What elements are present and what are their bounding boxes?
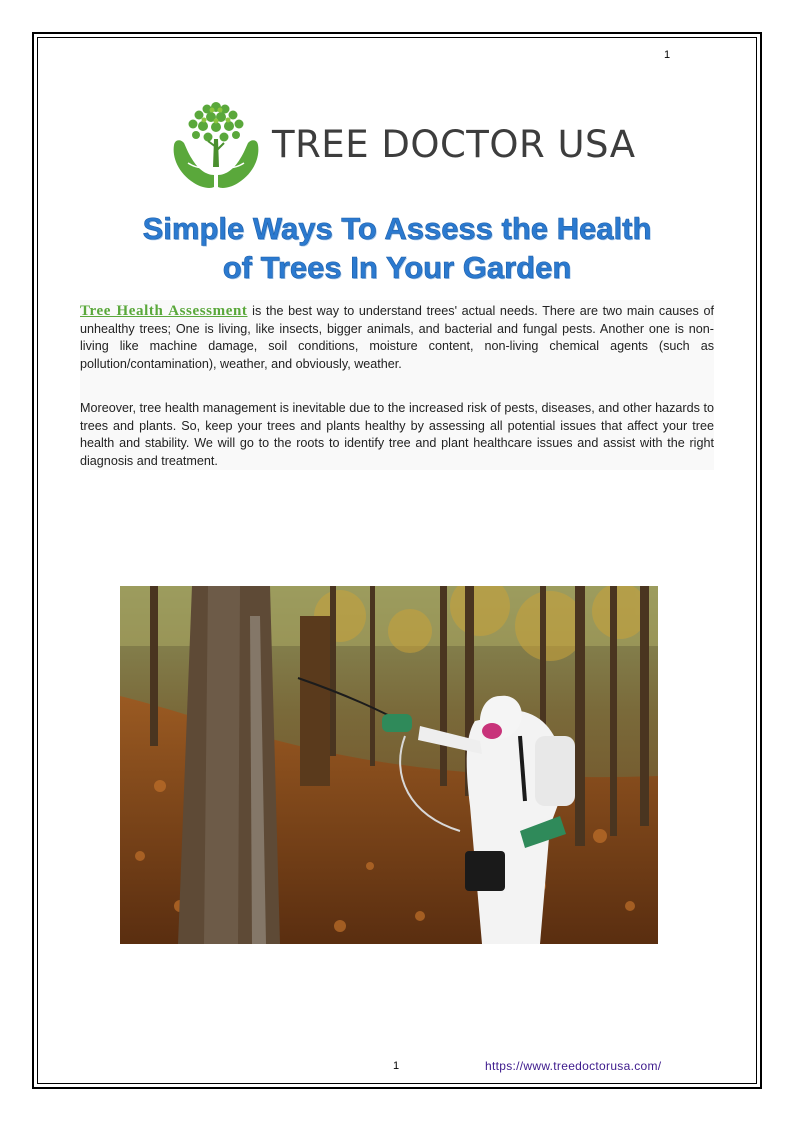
logo bbox=[166, 95, 636, 195]
page-title-line1: Simple Ways To Assess the Health bbox=[142, 211, 652, 246]
tree-health-assessment-link[interactable]: Tree Health Assessment bbox=[80, 303, 248, 319]
logo-text: TREE DOCTOR USA bbox=[272, 123, 636, 166]
hands-holding-tree-icon bbox=[166, 95, 266, 195]
paragraph-1 bbox=[80, 300, 714, 373]
body-text bbox=[80, 300, 714, 470]
tree-spraying-photo bbox=[120, 586, 658, 944]
paragraph-1-text: is the best way to understand trees' actual needs. There are two main causes of unhealthy trees; One is living, like insects, bigger animals, and bacterial and fungal pests. Another one is non-living like machine damage, soil conditions, moisture content, non-living chemical agents (such as pollution/contamination), weather, and obviously, weather. bbox=[80, 304, 714, 371]
page-number-top: 1 bbox=[664, 49, 671, 61]
footer-website-link[interactable]: https://www.treedoctorusa.com/ bbox=[485, 1059, 662, 1073]
page-title-line2: of Trees In Your Garden bbox=[222, 250, 572, 285]
paragraph-2: Moreover, tree health management is inevitable due to the increased risk of pests, diseases, and other hazards to trees and plants. So, keep your trees and plants healthy by assessing all potential issues that affect your tree health and stability. We will go to the roots to identify tree and plant healthcare issues and assist with the right diagnosis and treatment. bbox=[80, 401, 714, 468]
page-title bbox=[80, 209, 714, 287]
page-number-bottom: 1 bbox=[393, 1060, 400, 1072]
